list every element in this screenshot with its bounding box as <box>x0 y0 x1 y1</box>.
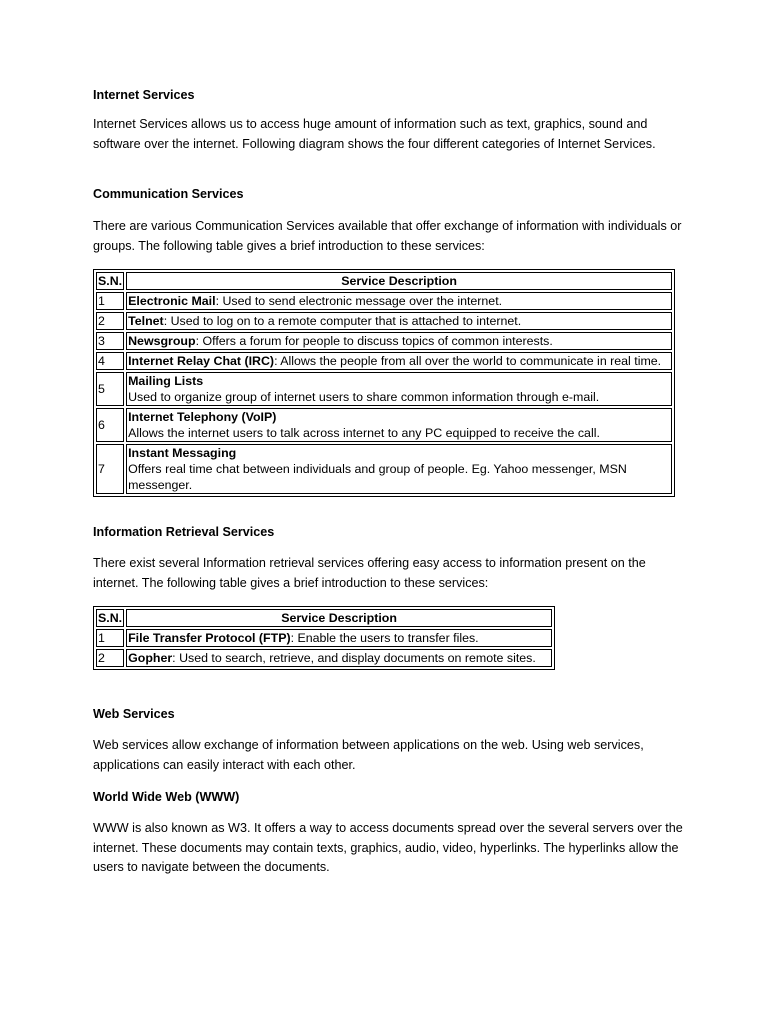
table-row <box>96 312 672 330</box>
service-name: Telnet <box>128 314 164 328</box>
service-description: Offers real time chat between individuals and group of people. Eg. Yahoo messenger, MSN messenger. <box>128 462 627 492</box>
information-retrieval-table <box>93 606 555 670</box>
paragraph-web-services: Web services allow exchange of information between applications on the web. Using web services, applications can easily interact with each other. <box>93 738 644 772</box>
service-description: Offers a forum for people to discuss topics of common interests. <box>202 334 553 348</box>
service-description-cell <box>126 649 552 667</box>
service-name: Newsgroup <box>128 334 196 348</box>
separator: : <box>290 631 298 645</box>
table-row <box>96 332 672 350</box>
column-header-sn: S.N. <box>98 611 123 625</box>
service-name: Gopher <box>128 651 173 665</box>
row-number: 2 <box>96 649 124 667</box>
separator: : <box>195 334 203 348</box>
service-description: Allows the internet users to talk across internet to any PC equipped to receive the call. <box>128 426 600 440</box>
communication-services-table <box>93 269 675 497</box>
service-description-cell <box>126 408 672 442</box>
separator: : <box>163 314 171 328</box>
paragraph-internet-services: Internet Services allows us to access huge amount of information such as text, graphics, sound and software over the internet. Following diagram shows the four different categories of Internet Services. <box>93 117 656 151</box>
table-header-row <box>96 609 552 627</box>
table-row <box>96 444 672 494</box>
row-number: 7 <box>96 444 124 494</box>
row-number: 2 <box>96 312 124 330</box>
separator: : <box>274 354 281 368</box>
service-name: File Transfer Protocol (FTP) <box>128 631 291 645</box>
service-description: Enable the users to transfer files. <box>297 631 479 645</box>
service-name: Electronic Mail <box>128 294 216 308</box>
table-row <box>96 408 672 442</box>
row-number: 3 <box>96 332 124 350</box>
service-description-cell <box>126 444 672 494</box>
heading-information-retrieval-services: Information Retrieval Services <box>93 525 275 539</box>
paragraph-information-retrieval-services: There exist several Information retrieval services offering easy access to information present on the internet. The following table gives a brief introduction to these services: <box>93 556 646 590</box>
service-description-cell <box>126 372 672 406</box>
service-description: Used to search, retrieve, and display documents on remote sites. <box>179 651 536 665</box>
separator: : <box>172 651 180 665</box>
column-header-description: Service Description <box>126 609 552 627</box>
row-number: 6 <box>96 408 124 442</box>
service-description-cell <box>126 332 672 350</box>
service-name: Internet Relay Chat (IRC) <box>128 354 275 368</box>
service-name: Instant Messaging <box>128 446 237 460</box>
heading-world-wide-web: World Wide Web (WWW) <box>93 790 240 804</box>
heading-internet-services: Internet Services <box>93 88 195 102</box>
row-number: 1 <box>96 629 124 647</box>
row-number: 1 <box>96 292 124 310</box>
table-row <box>96 649 552 667</box>
table-row <box>96 292 672 310</box>
service-description: Used to organize group of internet users to share common information through e-mail. <box>128 390 600 404</box>
heading-web-services: Web Services <box>93 707 175 721</box>
column-header-description: Service Description <box>126 272 672 290</box>
service-description-cell <box>126 629 552 647</box>
table-row <box>96 352 672 370</box>
row-number: 4 <box>96 352 124 370</box>
service-description-cell <box>126 352 672 370</box>
row-number: 5 <box>96 372 124 406</box>
service-name: Internet Telephony (VoIP) <box>128 410 277 424</box>
table-header-row <box>96 272 672 290</box>
service-description: Allows the people from all over the world to communicate in real time. <box>280 354 662 368</box>
paragraph-communication-services: There are various Communication Services available that offer exchange of information with individuals or groups. The following table gives a brief introduction to these services: <box>93 219 682 253</box>
table-row <box>96 372 672 406</box>
service-description: Used to log on to a remote computer that is attached to internet. <box>170 314 522 328</box>
separator: : <box>215 294 223 308</box>
table-row <box>96 629 552 647</box>
column-header-sn: S.N. <box>98 274 123 288</box>
service-description-cell <box>126 312 672 330</box>
heading-communication-services: Communication Services <box>93 187 244 201</box>
service-description-cell <box>126 292 672 310</box>
service-name: Mailing Lists <box>128 374 204 388</box>
paragraph-world-wide-web: WWW is also known as W3. It offers a way to access documents spread over the several servers over the internet. These documents may contain texts, graphics, audio, video, hyperlinks. The hyperlinks allow the users to navigate between the documents. <box>93 821 683 874</box>
service-description: Used to send electronic message over the internet. <box>222 294 503 308</box>
